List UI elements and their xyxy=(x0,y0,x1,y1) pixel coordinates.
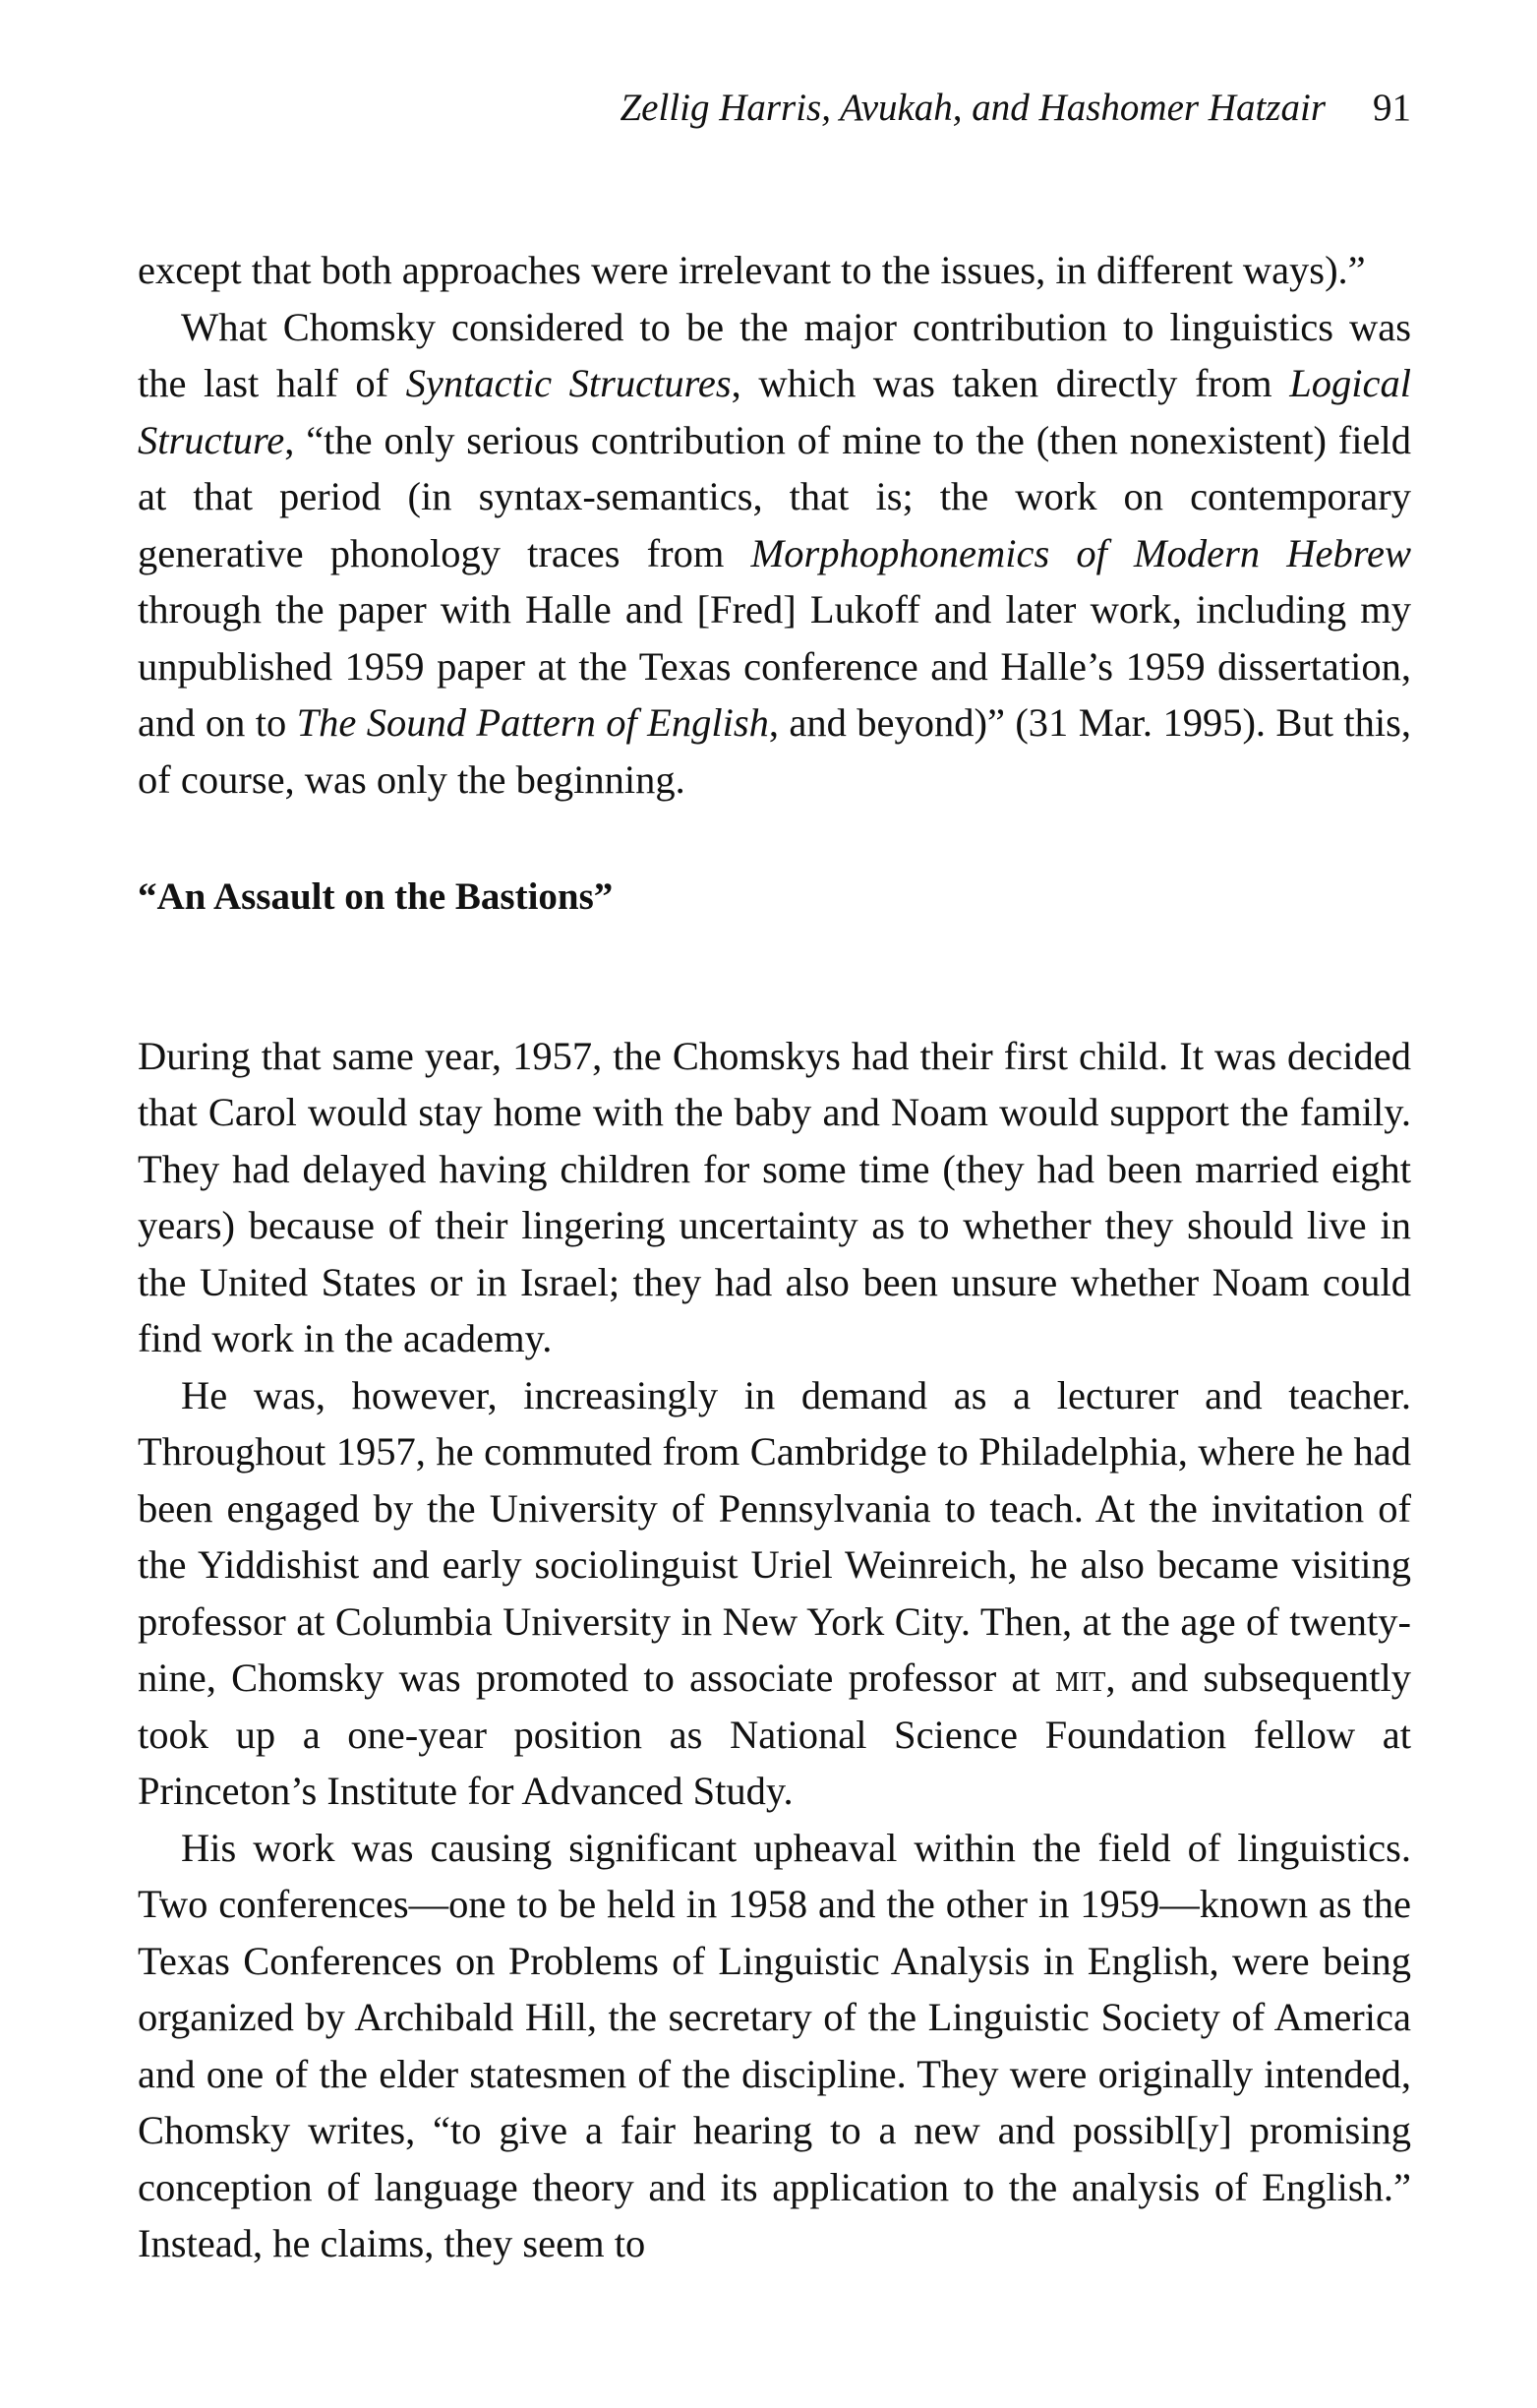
section-heading: “An Assault on the Bastions” xyxy=(138,875,614,918)
paragraph-2-text-4: through the paper with Halle and [Fred] Lukoff and later work, including my unpublished 1959 paper at the Texas conference and Halle’s 1959 dissertation, and on to xyxy=(138,587,1411,745)
paragraph-1-text: except that both approaches were irrelevant to the issues, in different ways).” xyxy=(138,248,1366,292)
paragraph-2 xyxy=(138,299,1411,809)
title-syntactic-structures: Syntactic Structures xyxy=(405,361,732,405)
running-head-title: Zellig Harris, Avukah, and Hashomer Hatzair xyxy=(620,89,1326,129)
paragraph-4 xyxy=(138,1367,1411,1820)
mit-abbreviation: mit xyxy=(1055,1656,1106,1700)
title-sound-pattern: The Sound Pattern of English xyxy=(296,700,769,745)
paragraph-3-text: During that same year, 1957, the Chomskys had their first child. It was decided that Carol would stay home with the baby and Noam would support the family. They had delayed having children for some time (they had been married eight years) because of their lingering uncertainty as to whether they should live in the United States or in Israel; they had also been unsure whether Noam could find work in the academy. xyxy=(138,1033,1411,1360)
title-morphophonemics: Morphophonemics of Modern Hebrew xyxy=(750,530,1411,575)
paragraph-2-text-5: , and beyond)” (31 Mar. 1995). But this, of course, was only the beginning. xyxy=(138,700,1411,802)
paragraph-4-text-1: He was, however, increasingly in demand as a lecturer and teacher. Throughout 1957, he commuted from Cambridge to Philadelphia, where he had been engaged by the University of Pennsylvania to teach. At the invitation of the Yiddishist and early sociolinguist Uriel Weinreich, he also became visiting professor at Columbia University in New York City. Then, at the age of twenty-nine, Chomsky was promoted to associate professor at xyxy=(138,1372,1411,1700)
body-text xyxy=(138,242,1411,2272)
paragraph-5-text: His work was causing significant upheaval within the field of linguistics. Two conferences—one to be held in 1958 and the other in 1959—known as the Texas Conferences on Problems of Linguistic Analysis in English, were being organized by Archibald Hill, the secretary of the Linguistic Society of America and one of the elder statesmen of the discipline. They were originally intended, Chomsky writes, “to give a fair hearing to a new and possibl[y] promising conception of language theory and its application to the analysis of English.” Instead, he claims, they seem to xyxy=(138,1825,1411,2265)
paragraph-2-text-3: , “the only serious contribution of mine to the (then nonexistent) field at that period (in syntax-semantics, that is; the work on contemporary generative phonology traces from xyxy=(138,417,1411,575)
paragraph-2-text-1: What Chomsky considered to be the major contribution to linguistics was the last half of xyxy=(138,304,1411,405)
running-head xyxy=(138,89,1411,148)
book-page xyxy=(138,89,1411,2380)
title-logical-structure: Logical Structure xyxy=(138,361,1411,462)
page-number: 91 xyxy=(1373,89,1411,129)
paragraph-3 xyxy=(138,1028,1411,1367)
paragraph-5 xyxy=(138,1820,1411,2272)
paragraph-2-text-2: , which was taken directly from xyxy=(731,361,1290,405)
paragraph-4-text-2: , and subsequently took up a one-year position as National Science Foundation fellow at Princeton’s Institute for Advanced Study. xyxy=(138,1656,1411,1813)
paragraph-1 xyxy=(138,242,1411,299)
